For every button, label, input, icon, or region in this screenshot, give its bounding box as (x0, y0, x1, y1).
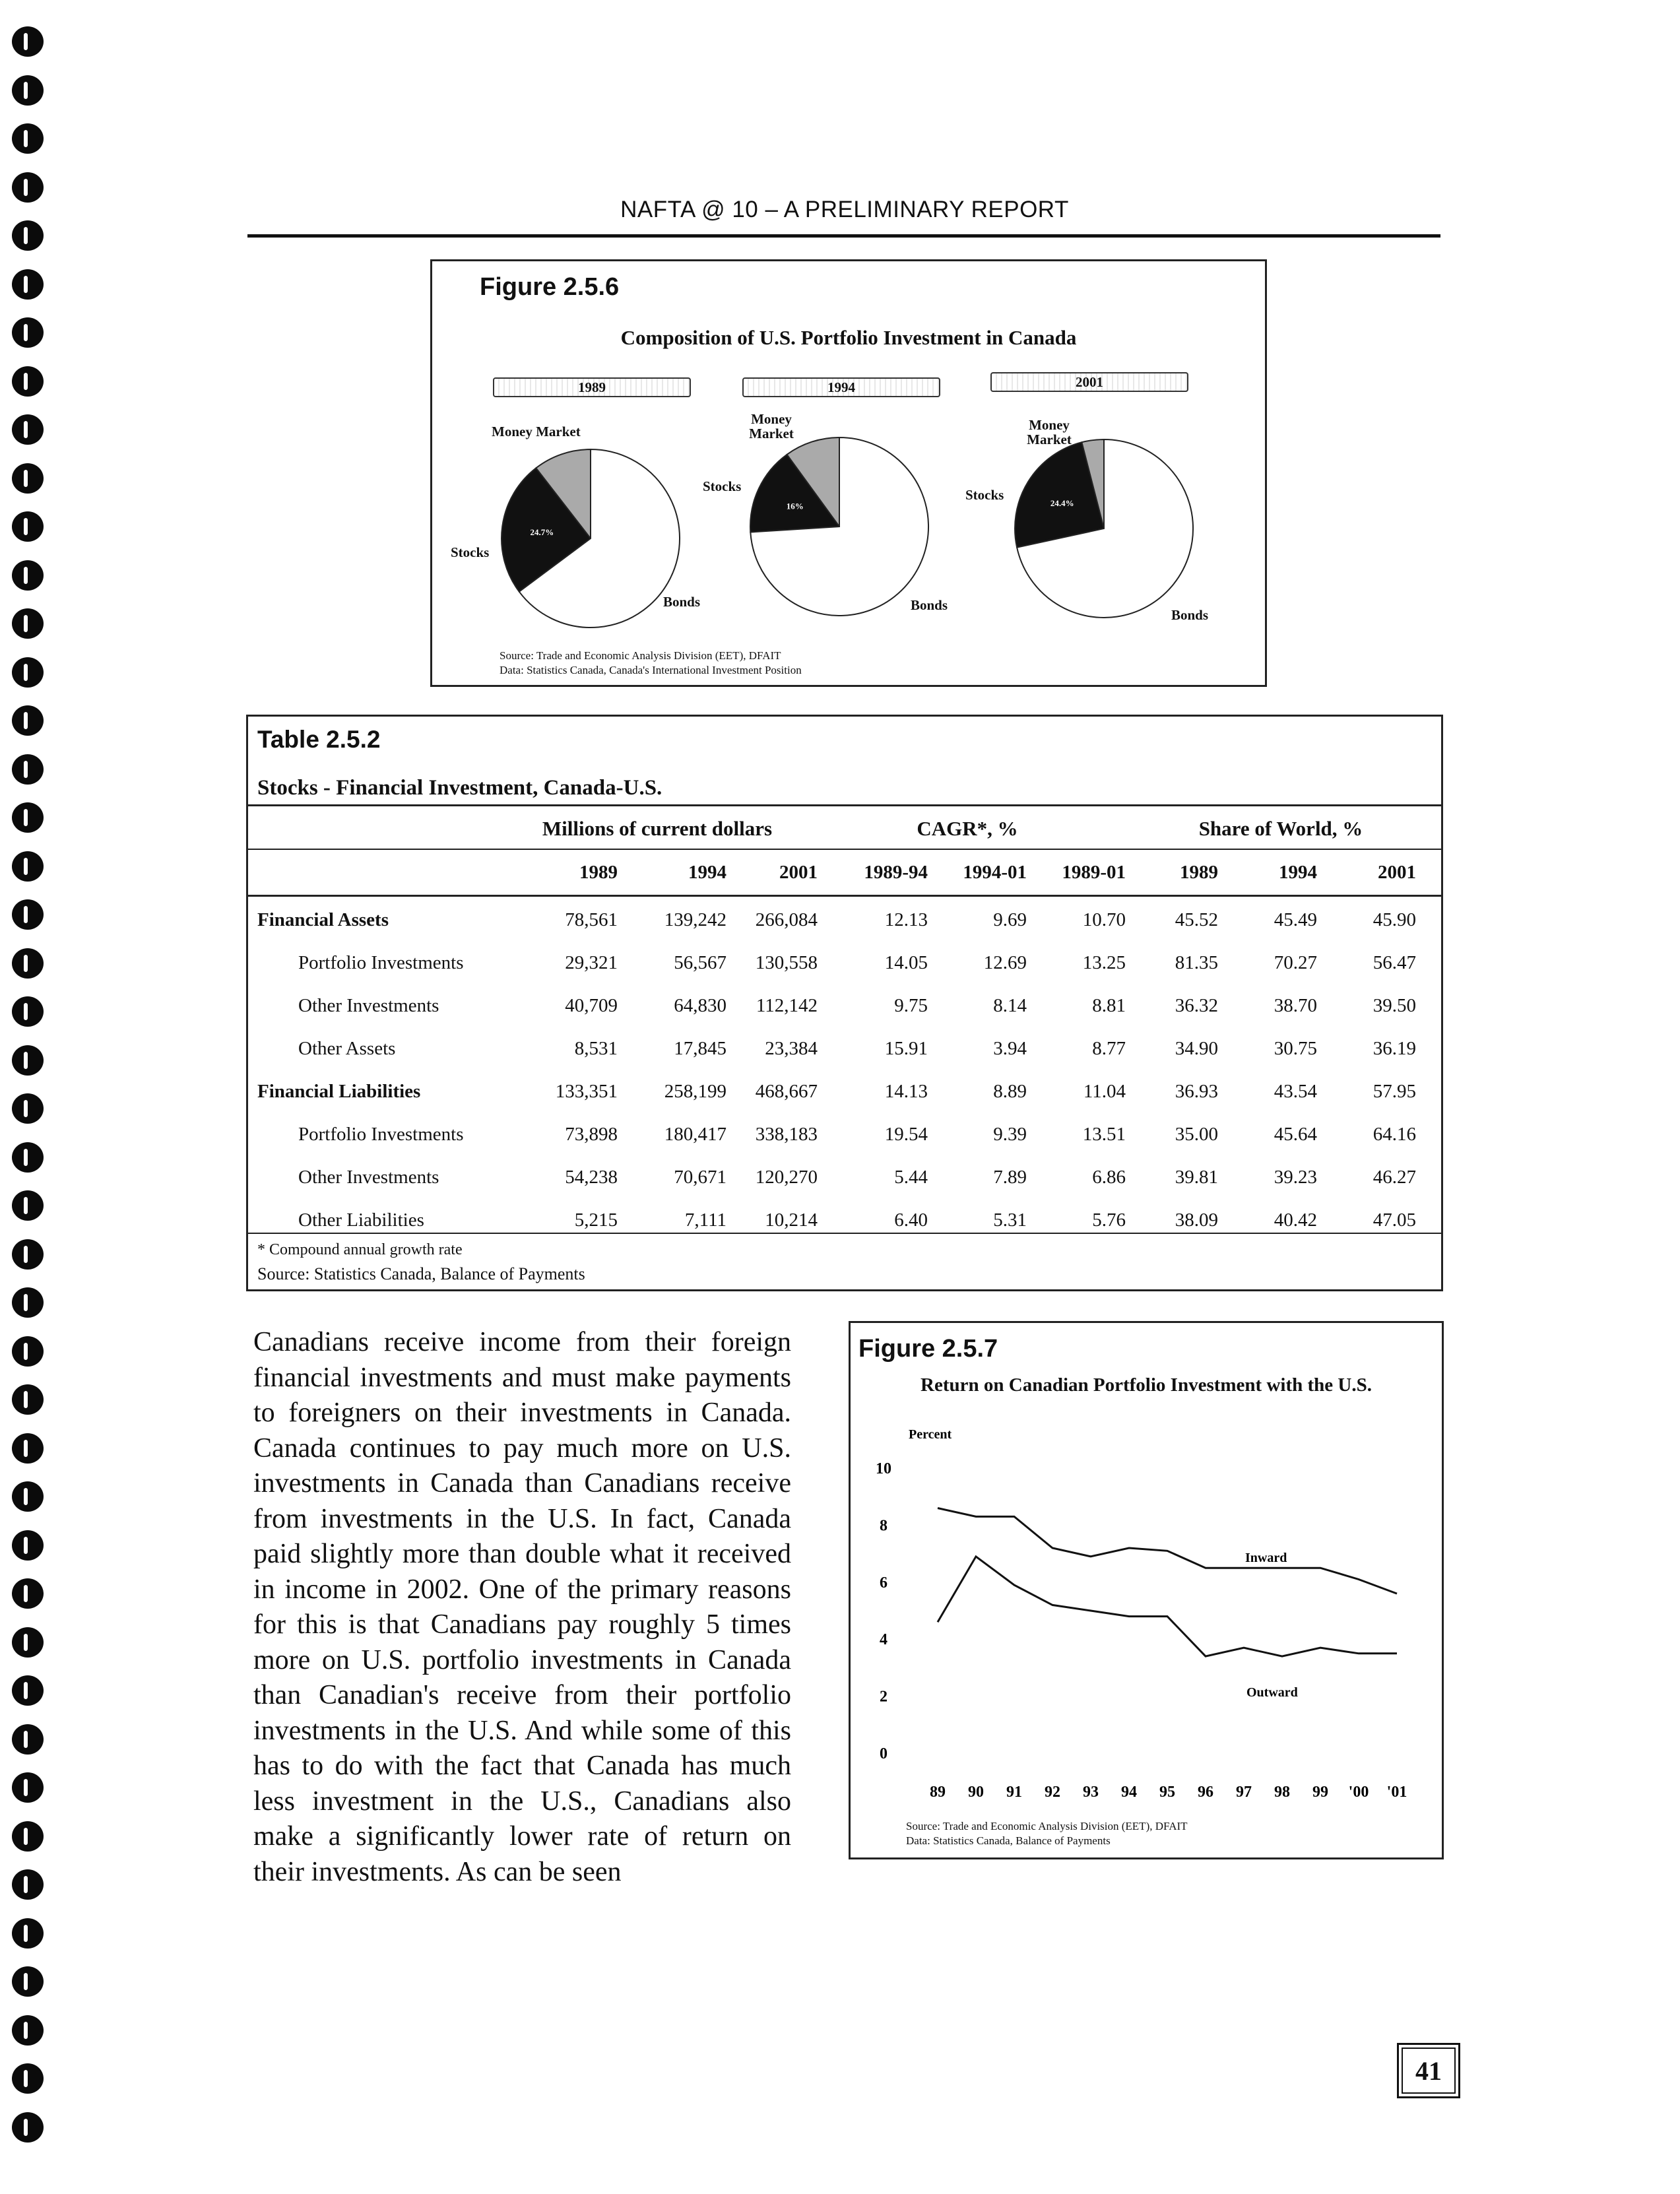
binding-hole (12, 269, 44, 300)
table-cell: 70.27 (1274, 952, 1317, 973)
table-cell: 8.14 (993, 995, 1027, 1016)
y-tick-label: 2 (880, 1688, 888, 1706)
table-cell: 17,845 (674, 1038, 727, 1059)
binding-hole (12, 1918, 44, 1949)
table-cell: 11.04 (1083, 1081, 1126, 1102)
table-cell: 36.19 (1373, 1038, 1416, 1059)
binding-hole (12, 511, 44, 542)
table-cell: 15.91 (884, 1038, 928, 1059)
table-cell: 112,142 (756, 995, 818, 1016)
column-header: 1989-94 (864, 862, 928, 883)
x-tick-label: 98 (1274, 1784, 1290, 1801)
pie-label-money-market-1989: Money Market (492, 424, 581, 439)
binding-hole (12, 2112, 44, 2143)
binding-hole (12, 1578, 44, 1609)
table-cell: 39.81 (1175, 1167, 1218, 1188)
row-label: Other Investments (298, 1167, 439, 1188)
y-tick-label: 10 (876, 1460, 891, 1477)
series-label-outward: Outward (1246, 1685, 1298, 1700)
binding-hole (12, 1772, 44, 1803)
binding-hole (12, 1190, 44, 1221)
x-tick-label: 91 (1006, 1784, 1022, 1801)
table-cell: 56,567 (674, 952, 727, 973)
figure-title: Composition of U.S. Portfolio Investment in Canada (620, 326, 1077, 349)
year-box-1994: 1994 (742, 377, 940, 397)
figure-data-note: Data: Statistics Canada, Canada's International Investment Position (500, 664, 802, 676)
table-title: Stocks - Financial Investment, Canada-U.S. (257, 776, 662, 800)
binding-hole (12, 1966, 44, 1997)
binding-hole (12, 851, 44, 882)
table-cell: 23,384 (765, 1038, 818, 1059)
column-header: 1989-01 (1062, 862, 1126, 883)
x-tick-label: 95 (1159, 1784, 1175, 1801)
pie-label-money-market-1994: Money Market (749, 411, 794, 442)
y-tick-label: 8 (880, 1517, 888, 1535)
table-cell: 139,242 (664, 909, 727, 930)
table-cell: 13.25 (1082, 952, 1126, 973)
year-box-1989: 1989 (493, 377, 691, 397)
figure-source: Source: Trade and Economic Analysis Division (EET), DFAIT (906, 1820, 1188, 1832)
pie-label-stocks-2001: Stocks (965, 487, 1004, 503)
table-cell: 34.90 (1175, 1038, 1218, 1059)
year-box-2001: 2001 (990, 372, 1188, 392)
table-cell: 9.69 (993, 909, 1027, 930)
table-cell: 47.05 (1373, 1210, 1416, 1231)
binding-hole (12, 899, 44, 930)
table-cell: 266,084 (755, 909, 818, 930)
spiral-binding (12, 26, 51, 2191)
table-cell: 36.93 (1175, 1081, 1218, 1102)
table-cell: 468,667 (755, 1081, 818, 1102)
table-cell: 38.09 (1175, 1210, 1218, 1231)
binding-hole (12, 172, 44, 203)
table-cell: 39.23 (1274, 1167, 1317, 1188)
table-cell: 8.89 (993, 1081, 1027, 1102)
series-label-inward: Inward (1245, 1551, 1287, 1565)
column-header: 1989 (579, 862, 618, 883)
table-cell: 338,183 (755, 1124, 818, 1145)
table-cell: 73,898 (565, 1124, 618, 1145)
x-tick-label: 99 (1312, 1784, 1328, 1801)
table-cell: 120,270 (755, 1167, 818, 1188)
table-cell: 36.32 (1175, 995, 1218, 1016)
table-cell: 64.16 (1373, 1124, 1416, 1145)
pie-label-bonds-2001: Bonds (1171, 607, 1209, 623)
binding-hole (12, 2063, 44, 2094)
table-cell: 8,531 (574, 1038, 618, 1059)
column-header: 2001 (779, 862, 818, 883)
table-label: Table 2.5.2 (257, 726, 381, 753)
table-cell: 258,199 (664, 1081, 727, 1102)
table-cell: 57.95 (1373, 1081, 1416, 1102)
header-rule (247, 234, 1440, 238)
table-cell: 78,561 (565, 909, 618, 930)
line-chart (851, 1323, 1442, 1857)
figure-label: Figure 2.5.7 (858, 1335, 998, 1363)
binding-hole (12, 220, 44, 251)
table-cell: 38.70 (1274, 995, 1317, 1016)
binding-hole (12, 657, 44, 688)
binding-hole (12, 1627, 44, 1658)
table-cell: 10.70 (1082, 909, 1126, 930)
table-cell: 29,321 (565, 952, 618, 973)
x-tick-label: 93 (1083, 1784, 1099, 1801)
row-label: Portfolio Investments (298, 1124, 464, 1145)
table-2-5-2 (246, 715, 1443, 1291)
table-cell: 3.94 (993, 1038, 1027, 1059)
pie-stocks-percent-1989: 24.7% (530, 527, 554, 537)
x-tick-label: 97 (1236, 1784, 1252, 1801)
x-tick-label: '00 (1348, 1784, 1369, 1801)
x-tick-label: 90 (968, 1784, 984, 1801)
table-cell: 5.31 (993, 1210, 1027, 1231)
x-tick-label: 94 (1121, 1784, 1137, 1801)
table-cell: 7,111 (684, 1210, 727, 1231)
column-header: 1994 (1279, 862, 1317, 883)
x-tick-label: 89 (930, 1784, 946, 1801)
table-footnote: * Compound annual growth rate (257, 1241, 463, 1258)
binding-hole (12, 996, 44, 1027)
binding-hole (12, 948, 44, 979)
running-header: NAFTA @ 10 – A PRELIMINARY REPORT (620, 197, 1069, 222)
pie-stocks-percent-2001: 24.4% (1050, 498, 1074, 508)
row-label: Other Investments (298, 995, 439, 1016)
group-header-share: Share of World, % (1198, 817, 1363, 840)
table-cell: 45.90 (1373, 909, 1416, 930)
table-cell: 45.52 (1175, 909, 1218, 930)
y-tick-label: 4 (880, 1631, 888, 1649)
table-cell: 46.27 (1373, 1167, 1416, 1188)
table-cell: 10,214 (765, 1210, 818, 1231)
binding-hole (12, 317, 44, 348)
series-line-outward (938, 1557, 1397, 1656)
pie-label-bonds-1994: Bonds (911, 597, 948, 613)
binding-hole (12, 414, 44, 445)
x-tick-label: '01 (1386, 1784, 1407, 1801)
y-axis-label: Percent (909, 1427, 952, 1442)
binding-hole (12, 366, 44, 397)
row-label: Portfolio Investments (298, 952, 464, 973)
binding-hole (12, 1336, 44, 1367)
figure-2-5-7 (849, 1321, 1444, 1859)
table-cell: 133,351 (555, 1081, 618, 1102)
table-cell: 39.50 (1373, 995, 1416, 1016)
table-cell: 130,558 (755, 952, 818, 973)
binding-hole (12, 463, 44, 494)
binding-hole (12, 1045, 44, 1076)
group-header-millions: Millions of current dollars (542, 817, 773, 840)
binding-hole (12, 1481, 44, 1512)
group-header-cagr: CAGR*, % (917, 817, 1018, 840)
binding-hole (12, 1433, 44, 1464)
table-cell: 35.00 (1175, 1124, 1218, 1145)
figure-data-note: Data: Statistics Canada, Balance of Payments (906, 1834, 1111, 1847)
table-cell: 14.05 (884, 952, 928, 973)
row-label: Financial Liabilities (257, 1081, 421, 1102)
y-tick-label: 6 (880, 1574, 888, 1592)
series-line-inward (938, 1508, 1397, 1594)
binding-hole (12, 75, 44, 106)
column-header: 1994 (688, 862, 727, 883)
binding-hole (12, 560, 44, 591)
binding-hole (12, 1530, 44, 1561)
body-paragraph: Canadians receive income from their foreign financial investments and must make payments to foreigners on their investments in Canada. Canada continues to pay much more on U.S. investments in Canada than Canadians receive from investments in the U.S. In fact, Canada paid slightly more than double what it received in income in 2002. One of the primary reasons for this is that Canadians pay roughly 5 times more on U.S. portfolio investments in Canada than Canadian's receive from their portfolio investments in the U.S. And while some of this has to do with the fact that Canada has much less investment in the U.S., Canadians also make a significantly lower rate of return on their investments. As can be seen (253, 1327, 791, 1887)
table-cell: 56.47 (1373, 952, 1416, 973)
table-source: Source: Statistics Canada, Balance of Payments (257, 1264, 585, 1283)
column-header: 2001 (1378, 862, 1416, 883)
page-number-box (1397, 2043, 1460, 2098)
binding-hole (12, 123, 44, 154)
page-number: 41 (1415, 2056, 1442, 2086)
figure-title: Return on Canadian Portfolio Investment with the U.S. (921, 1374, 1372, 1396)
table-cell: 45.64 (1274, 1124, 1317, 1145)
binding-hole (12, 26, 44, 57)
binding-hole (12, 1287, 44, 1318)
table-cell: 12.13 (884, 909, 928, 930)
table-cell: 9.39 (993, 1124, 1027, 1145)
table-cell: 8.81 (1092, 995, 1126, 1016)
table-cell: 40.42 (1274, 1210, 1317, 1231)
table-rule (248, 849, 1441, 850)
table-cell: 14.13 (884, 1081, 928, 1102)
binding-hole (12, 1821, 44, 1852)
binding-hole (12, 1675, 44, 1706)
binding-hole (12, 1869, 44, 1900)
binding-hole (12, 705, 44, 736)
table-cell: 81.35 (1175, 952, 1218, 973)
table-cell: 70,671 (674, 1167, 727, 1188)
table-cell: 180,417 (664, 1124, 727, 1145)
table-cell: 12.69 (983, 952, 1027, 973)
x-tick-label: 92 (1045, 1784, 1060, 1801)
binding-hole (12, 754, 44, 785)
table-cell: 7.89 (993, 1167, 1027, 1188)
table-cell: 5.44 (894, 1167, 928, 1188)
column-header: 1989 (1180, 862, 1218, 883)
table-cell: 8.77 (1092, 1038, 1126, 1059)
table-rule (248, 1233, 1441, 1234)
pie-label-money-market-2001: Money Market (1027, 417, 1072, 448)
binding-hole (12, 608, 44, 639)
table-cell: 6.40 (894, 1210, 928, 1231)
y-tick-label: 0 (880, 1745, 888, 1762)
column-header: 1994-01 (963, 862, 1027, 883)
binding-hole (12, 1093, 44, 1124)
binding-hole (12, 2015, 44, 2046)
figure-label: Figure 2.5.6 (480, 273, 620, 301)
table-cell: 30.75 (1274, 1038, 1317, 1059)
row-label: Other Liabilities (298, 1210, 424, 1231)
pie-label-stocks-1989: Stocks (451, 544, 490, 560)
table-cell: 5.76 (1092, 1210, 1126, 1231)
row-label: Financial Assets (257, 909, 389, 930)
binding-hole (12, 1239, 44, 1270)
pie-stocks-percent-1994: 16% (786, 501, 804, 511)
table-cell: 54,238 (565, 1167, 618, 1188)
pie-label-stocks-1994: Stocks (703, 478, 742, 494)
table-cell: 13.51 (1082, 1124, 1126, 1145)
figure-source: Source: Trade and Economic Analysis Division (EET), DFAIT (500, 649, 781, 662)
row-label: Other Assets (298, 1038, 396, 1059)
table-cell: 5,215 (574, 1210, 618, 1231)
pie-charts (432, 261, 1265, 685)
table-cell: 19.54 (884, 1124, 928, 1145)
binding-hole (12, 802, 44, 833)
table-cell: 9.75 (894, 995, 928, 1016)
binding-hole (12, 1142, 44, 1173)
table-cell: 43.54 (1274, 1081, 1317, 1102)
table-cell: 64,830 (674, 995, 727, 1016)
pie-label-bonds-1989: Bonds (663, 594, 701, 610)
binding-hole (12, 1384, 44, 1415)
table-rule (248, 804, 1441, 806)
table-cell: 6.86 (1092, 1167, 1126, 1188)
table-cell: 45.49 (1274, 909, 1317, 930)
table-rule (248, 895, 1441, 897)
binding-hole (12, 1724, 44, 1755)
table-cell: 40,709 (565, 995, 618, 1016)
figure-2-5-6 (430, 259, 1267, 687)
x-tick-label: 96 (1198, 1784, 1213, 1801)
